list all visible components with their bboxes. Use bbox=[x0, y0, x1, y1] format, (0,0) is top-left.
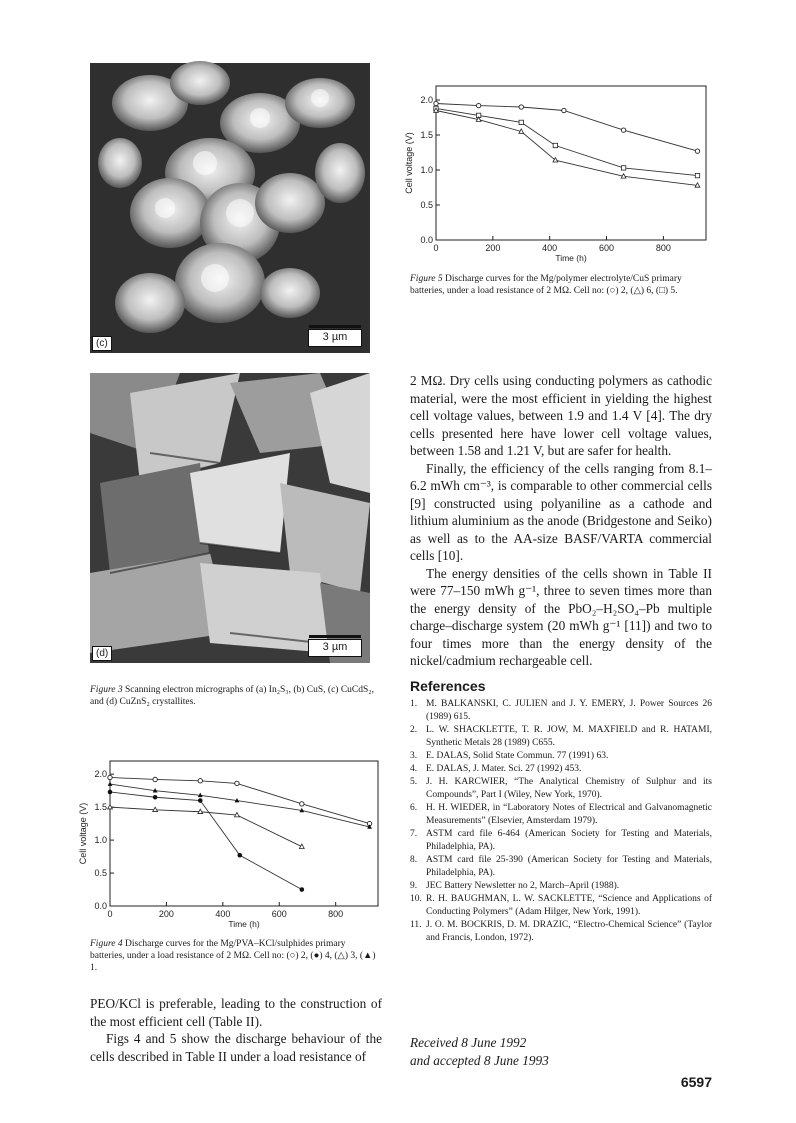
reference-item bbox=[410, 880, 712, 893]
figure4-caption bbox=[90, 938, 380, 974]
x-axis-label: Time (h) bbox=[228, 919, 260, 929]
micrograph-c-image bbox=[90, 63, 370, 353]
y-tick-label: 0.5 bbox=[94, 868, 107, 879]
reference-item bbox=[410, 919, 712, 945]
y-tick-label: 1.0 bbox=[94, 835, 107, 846]
data-point bbox=[237, 853, 242, 858]
reference-text: ASTM card file 6-464 (American Society for Testing and Materials, Philadelphia, PA). bbox=[426, 829, 712, 852]
left-paragraph-2: Figs 4 and 5 show the discharge behaviour of the cells described in Table II under a load resistance of bbox=[90, 1031, 382, 1064]
x-tick-label: 600 bbox=[599, 243, 615, 253]
data-point bbox=[562, 108, 566, 112]
y-tick-label: 0.0 bbox=[420, 235, 433, 245]
reference-text: M. BALKANSKI, C. JULIEN and J. Y. EMERY, J. Power Sources 26 (1989) 615. bbox=[426, 699, 712, 722]
data-point bbox=[695, 173, 699, 177]
micrograph-d bbox=[90, 373, 370, 663]
data-point bbox=[235, 781, 239, 785]
x-tick-label: 800 bbox=[655, 243, 671, 253]
figure4-caption-label: Figure 4 bbox=[90, 939, 123, 949]
x-tick-label: 0 bbox=[433, 243, 439, 253]
data-point bbox=[695, 149, 699, 153]
reference-item bbox=[410, 724, 712, 750]
data-point bbox=[153, 777, 157, 781]
y-tick-label: 2.0 bbox=[94, 769, 107, 780]
reference-item bbox=[410, 750, 712, 763]
x-tick-label: 200 bbox=[485, 243, 501, 253]
reference-text: J. H. KARCWIER, “The Analytical Chemistry of Sulphur and its Compounds”, Part I (Wiley, New York, 1970). bbox=[426, 777, 712, 800]
figure4-caption-text: Discharge curves for the Mg/PVA–KCl/sulphides primary batteries, under a load resistance of 2 MΩ. Cell no: (○) 2, (●) 4, (△) 3, (▲) 1. bbox=[90, 939, 376, 973]
data-point bbox=[434, 101, 438, 105]
x-tick-label: 0 bbox=[107, 909, 113, 919]
figure3-caption-label: Figure 3 bbox=[90, 685, 123, 695]
reference-number: 9. bbox=[410, 881, 418, 891]
series-line bbox=[110, 784, 370, 827]
figure4-chart-svg bbox=[80, 755, 390, 930]
data-point bbox=[108, 781, 113, 785]
y-axis-label: Cell voltage (V) bbox=[78, 802, 88, 865]
figure3-caption bbox=[90, 684, 380, 708]
data-point bbox=[198, 779, 202, 783]
reference-text: H. H. WIEDER, in “Laboratory Notes of Electrical and Galvanomagnetic Measurements” (Elsevier, Amsterdam 1979). bbox=[426, 803, 712, 826]
page-number: 6597 bbox=[680, 1074, 712, 1090]
reference-item bbox=[410, 698, 712, 724]
micrograph-c bbox=[90, 63, 370, 353]
references-heading: References bbox=[410, 678, 486, 694]
y-tick-label: 1.5 bbox=[420, 130, 433, 140]
x-axis-label: Time (h) bbox=[555, 253, 587, 263]
figure5-chart-svg bbox=[396, 80, 718, 268]
x-tick-label: 400 bbox=[215, 909, 231, 919]
reference-item bbox=[410, 828, 712, 854]
data-point bbox=[621, 166, 625, 170]
y-tick-label: 0.0 bbox=[94, 901, 107, 911]
series-line bbox=[436, 104, 697, 152]
micrograph-d-image bbox=[90, 373, 370, 663]
figure4-chart bbox=[80, 755, 390, 930]
reference-number: 11. bbox=[410, 920, 422, 930]
reference-text: E. DALAS, Solid State Commun. 77 (1991) 63. bbox=[426, 751, 609, 761]
references-section bbox=[410, 680, 712, 945]
reference-item bbox=[410, 763, 712, 776]
reference-number: 8. bbox=[410, 855, 418, 865]
figure5-caption-text: Discharge curves for the Mg/polymer electrolyte/CuS primary batteries, under a load resistance of 2 MΩ. Cell no: (○) 2, (△) 6, (□) 5. bbox=[410, 274, 682, 296]
reference-item bbox=[410, 893, 712, 919]
plot-frame bbox=[110, 761, 378, 906]
figure5-caption-label: Figure 5 bbox=[410, 274, 443, 284]
data-point bbox=[153, 795, 158, 800]
reference-item bbox=[410, 802, 712, 828]
data-point bbox=[553, 143, 557, 147]
y-tick-label: 2.0 bbox=[420, 95, 433, 105]
reference-number: 2. bbox=[410, 725, 418, 735]
x-tick-label: 400 bbox=[542, 243, 558, 253]
data-point bbox=[108, 790, 113, 795]
right-paragraph-2: Finally, the efficiency of the cells ranging from 8.1–6.2 mWh cm⁻³, is comparable to other commercial cells [9] constructed using polyaniline as a cathode and lithium aluminium as the anode (Bridgestone and Seiko) as well as to the AA-size BASF/VARTA commercial cells [10]. bbox=[410, 460, 712, 563]
reference-item bbox=[410, 776, 712, 802]
left-body-text bbox=[90, 995, 382, 1065]
right-paragraph-1: 2 MΩ. Dry cells using conducting polymers as cathodic material, were the most efficient in yielding the highest cell voltage values, between 1.9 and 1.4 V [4]. The dry cells presented here have lower cell voltage values, between 1.58 and 1.21 V, but are safer for health. bbox=[410, 373, 712, 458]
x-tick-label: 200 bbox=[158, 909, 174, 919]
data-point bbox=[300, 887, 305, 892]
x-tick-label: 600 bbox=[271, 909, 287, 919]
y-tick-label: 1.5 bbox=[94, 802, 107, 813]
y-axis-label: Cell voltage (V) bbox=[404, 132, 414, 194]
reference-text: J. O. M. BOCKRIS, D. M. DRAZIC, “Electro-Chemical Science” (Taylor and Francis, London, 1972). bbox=[426, 920, 712, 943]
reference-number: 7. bbox=[410, 829, 418, 839]
figure5-caption bbox=[410, 273, 710, 297]
received-line-1: Received 8 June 1992 bbox=[410, 1035, 527, 1050]
reference-text: ASTM card file 25-390 (American Society for Testing and Materials, Philadelphia, PA). bbox=[426, 855, 712, 878]
reference-number: 4. bbox=[410, 764, 418, 774]
scale-bar-c: 3 µm bbox=[308, 329, 362, 347]
right-body-text bbox=[410, 372, 712, 670]
reference-item bbox=[410, 854, 712, 880]
x-tick-label: 800 bbox=[328, 909, 344, 919]
reference-text: E. DALAS, J. Mater. Sci. 27 (1992) 453. bbox=[426, 764, 582, 774]
series-line bbox=[110, 792, 302, 890]
data-point bbox=[300, 802, 304, 806]
series-line bbox=[110, 807, 302, 847]
received-note bbox=[410, 1034, 710, 1069]
received-line-2: and accepted 8 June 1993 bbox=[410, 1052, 549, 1068]
data-point bbox=[621, 128, 625, 132]
y-tick-label: 1.0 bbox=[420, 165, 433, 175]
reference-number: 10. bbox=[410, 894, 422, 904]
reference-text: L. W. SHACKLETTE, T. R. JOW, M. MAXFIELD and R. HATAMI, Synthetic Metals 28 (1989) C655. bbox=[426, 725, 712, 748]
figure5-chart bbox=[396, 80, 718, 268]
scale-bar-d: 3 µm bbox=[308, 639, 362, 657]
panel-label-d: (d) bbox=[92, 646, 112, 661]
right-paragraph-3: The energy densities of the cells shown in Table II were 77–150 mWh g⁻¹, three to seven times more than the energy density of the PbO₂–H₂SO₄–Pb multiple charge–discharge system (20 mWh g⁻¹ [11]) and two to four times more than the energy density of the nickel/cadmium rechargeable cell. bbox=[410, 565, 712, 668]
plot-frame bbox=[436, 86, 706, 240]
y-tick-label: 0.5 bbox=[420, 200, 433, 210]
references-list bbox=[410, 698, 712, 945]
reference-number: 3. bbox=[410, 751, 418, 761]
reference-text: R. H. BAUGHMAN, L. W. SACKLETTE, “Science and Applications of Conducting Polymers” (Adam Hilger, New York, 1991). bbox=[426, 894, 712, 917]
left-paragraph-1: PEO/KCl is preferable, leading to the construction of the most efficient cell (Table II). bbox=[90, 996, 382, 1029]
data-point bbox=[198, 798, 203, 803]
reference-number: 5. bbox=[410, 777, 418, 787]
series-line bbox=[436, 111, 697, 186]
data-point bbox=[519, 105, 523, 109]
data-point bbox=[476, 103, 480, 107]
data-point bbox=[108, 775, 112, 779]
panel-label-c: (c) bbox=[92, 336, 112, 351]
reference-text: JEC Battery Newsletter no 2, March–April (1988). bbox=[426, 881, 620, 891]
data-point bbox=[519, 120, 523, 124]
reference-number: 6. bbox=[410, 803, 418, 813]
reference-number: 1. bbox=[410, 699, 418, 709]
figure3-caption-text: Scanning electron micrographs of (a) In₂S₃, (b) CuS, (c) CuCdS₂, and (d) CuZnS₂ crystallites. bbox=[90, 685, 374, 707]
